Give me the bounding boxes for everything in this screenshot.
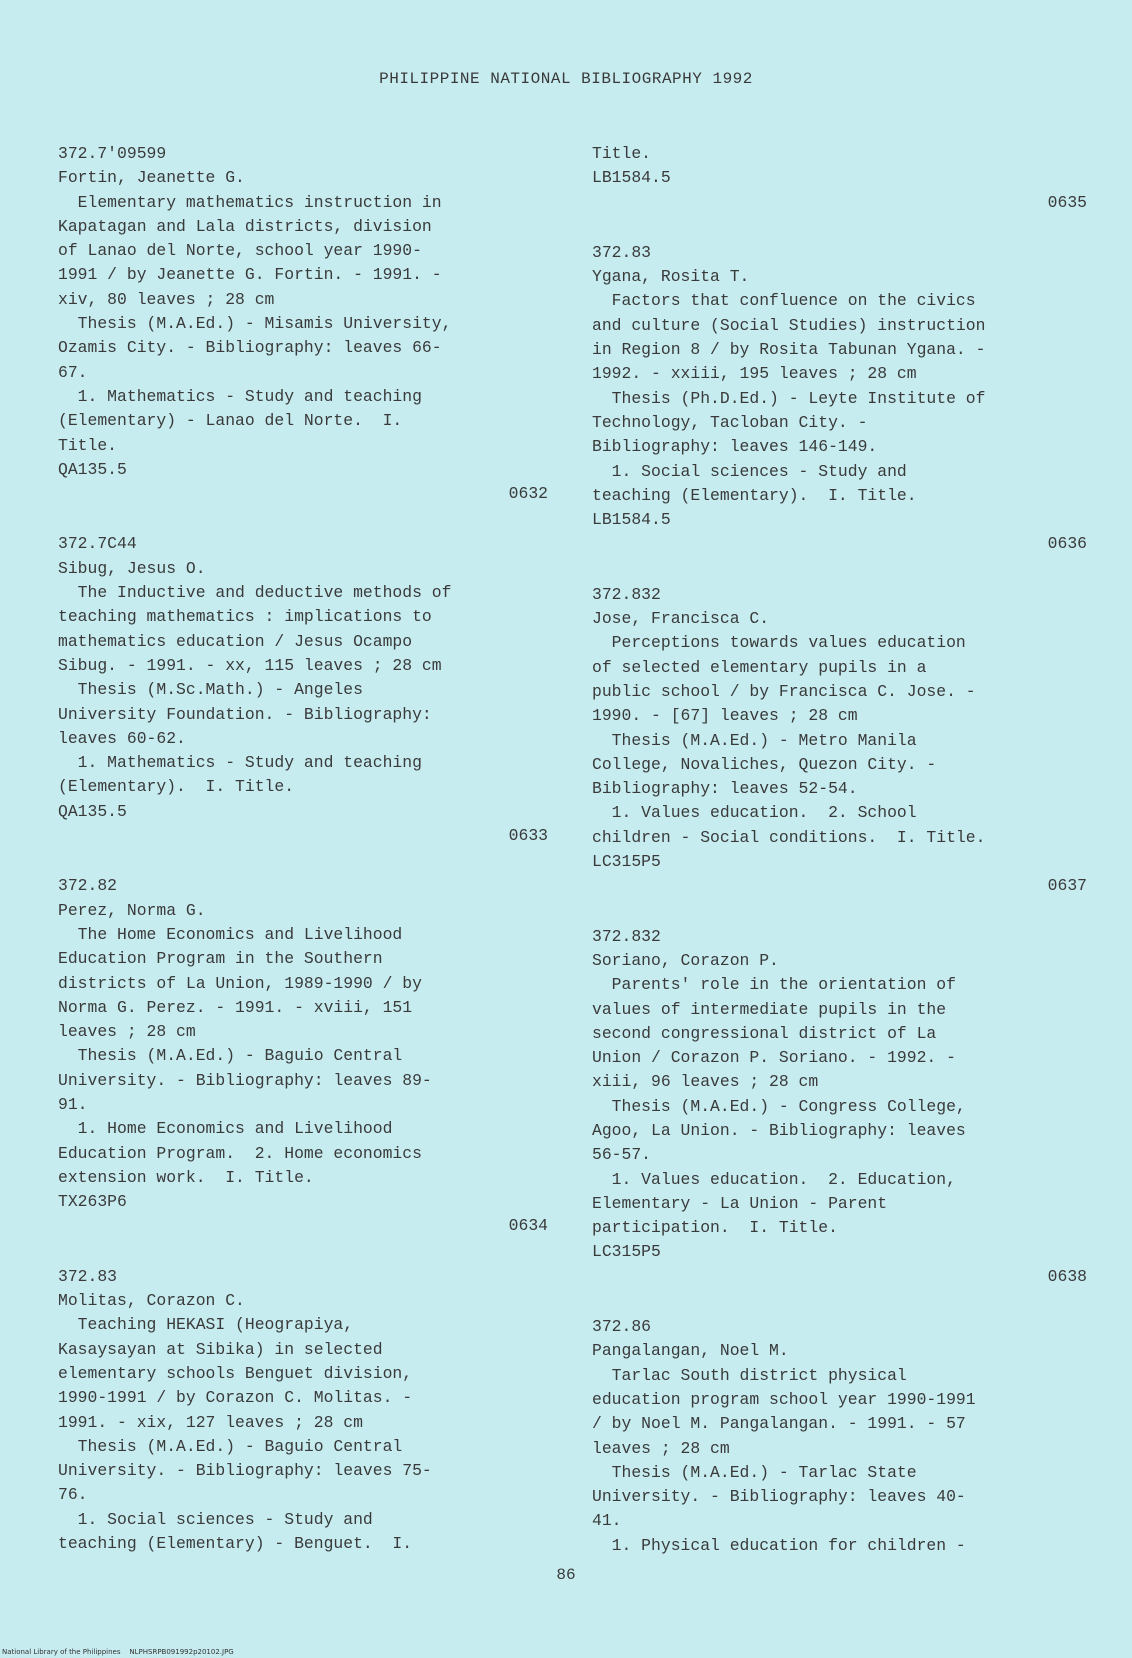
entry-line: Perceptions towards values education	[592, 633, 966, 653]
entry-line: University Foundation. - Bibliography:	[58, 704, 432, 724]
entry-line: Elementary mathematics instruction in	[58, 192, 442, 212]
entry-line: Kapatagan and Lala districts, division	[58, 216, 432, 236]
entry-line: LB1584.5	[592, 510, 671, 530]
entry-line: 67.	[58, 362, 88, 382]
entry-line: extension work. I. Title.	[58, 1167, 314, 1187]
entry-line: Factors that confluence on the civics	[592, 291, 976, 311]
entry-line: TX263P6	[58, 1192, 127, 1212]
entry-line: 76.	[58, 1485, 88, 1505]
entry-line: 91.	[58, 1094, 88, 1114]
entry-line: 1990. - [67] leaves ; 28 cm	[592, 706, 858, 726]
entry-line: Bibliography: leaves 146-149.	[592, 437, 878, 457]
entry-line: Agoo, La Union. - Bibliography: leaves	[592, 1120, 966, 1140]
entry-line: elementary schools Benguet division,	[58, 1363, 413, 1383]
entry-line: 372.86	[592, 1317, 652, 1337]
entry-line: Title.	[592, 144, 652, 163]
entry-line: second congressional district of La	[592, 1023, 937, 1043]
entry-line: Soriano, Corazon P.	[592, 950, 779, 970]
entry-line: Ozamis City. - Bibliography: leaves 66-	[58, 338, 442, 358]
entry-number: 0637	[1047, 876, 1087, 896]
entry-line: Bibliography: leaves 52-54.	[592, 779, 858, 799]
entry-line: 1992. - xxiii, 195 leaves ; 28 cm	[592, 364, 917, 384]
entry-line: participation. I. Title.	[592, 1218, 838, 1238]
entry-line: 56-57.	[592, 1145, 652, 1165]
entry-line: teaching (Elementary) - Benguet. I.	[58, 1534, 413, 1554]
entry-line: Teaching HEKASI (Heograpiya,	[58, 1315, 354, 1335]
entry-line: teaching mathematics : implications to	[58, 607, 432, 627]
entry-line: 41.	[592, 1511, 622, 1531]
entry-line: public school / by Francisca C. Jose. -	[592, 681, 976, 701]
entry-line: 372.83	[592, 242, 652, 262]
bibliography-entry	[58, 142, 548, 506]
bibliography-entry	[58, 1265, 548, 1557]
entry-number: 0638	[1047, 1266, 1087, 1286]
entry-number: 0633	[508, 826, 548, 846]
bibliography-entry	[58, 532, 548, 848]
entry-line: and culture (Social Studies) instruction	[592, 315, 986, 335]
entry-line: The Home Economics and Livelihood	[58, 924, 403, 944]
entry-line: Ygana, Rosita T.	[592, 267, 750, 287]
entry-line: Jose, Francisca C.	[592, 609, 770, 629]
entry-line: Union / Corazon P. Soriano. - 1992. -	[592, 1048, 956, 1068]
bibliography-entry	[592, 583, 1087, 899]
left-column	[58, 142, 548, 1582]
entry-line: Pangalangan, Noel M.	[592, 1341, 789, 1361]
entry-line: LB1584.5	[592, 168, 671, 188]
entry-line: Kasaysayan at Sibika) in selected	[58, 1339, 383, 1359]
scan-footer: National Library of the Philippines NLPHSRPB091992p20102.JPG	[2, 1648, 234, 1656]
entry-line: Thesis (M.A.Ed.) - Misamis University,	[58, 314, 452, 334]
entry-line: Tarlac South district physical	[592, 1365, 907, 1385]
entry-line: Title.	[58, 435, 118, 455]
entry-line: Fortin, Jeanette G.	[58, 168, 245, 188]
bibliography-entry	[592, 925, 1087, 1289]
entry-line: QA135.5	[58, 801, 127, 821]
entry-line: xiv, 80 leaves ; 28 cm	[58, 289, 275, 309]
entry-line: Thesis (M.A.Ed.) - Metro Manila	[592, 730, 917, 750]
entry-line: xiii, 96 leaves ; 28 cm	[592, 1072, 819, 1092]
entry-line: QA135.5	[58, 459, 127, 479]
entry-line: Thesis (M.A.Ed.) - Baguio Central	[58, 1436, 403, 1456]
entry-line: 1. Physical education for children -	[592, 1535, 966, 1555]
entry-line: 372.83	[58, 1266, 118, 1286]
entry-line: 1. Values education. 2. Education,	[592, 1169, 956, 1189]
entry-line: Technology, Tacloban City. -	[592, 412, 868, 432]
entry-line: LC315P5	[592, 852, 661, 872]
entry-line: University. - Bibliography: leaves 40-	[592, 1487, 966, 1507]
entry-line: Parents' role in the orientation of	[592, 975, 956, 995]
page-number: 86	[556, 1566, 576, 1584]
bibliography-entry	[58, 874, 548, 1238]
entry-line: University. - Bibliography: leaves 75-	[58, 1461, 432, 1481]
entry-line: 1. Mathematics - Study and teaching	[58, 753, 422, 773]
entry-line: University. - Bibliography: leaves 89-	[58, 1070, 432, 1090]
entry-line: 1. Home Economics and Livelihood	[58, 1119, 393, 1139]
entry-line: Perez, Norma G.	[58, 900, 206, 920]
entry-line: Thesis (M.Sc.Math.) - Angeles	[58, 680, 363, 700]
right-column	[592, 142, 1087, 1584]
entry-line: values of intermediate pupils in the	[592, 999, 947, 1019]
entry-line: Molitas, Corazon C.	[58, 1291, 245, 1311]
entry-line: 1. Social sciences - Study and	[592, 461, 907, 481]
bibliography-entry	[592, 142, 1087, 215]
entry-number: 0635	[1047, 192, 1087, 212]
entry-line: 1. Mathematics - Study and teaching	[58, 386, 422, 406]
entry-line: districts of La Union, 1989-1990 / by	[58, 973, 422, 993]
entry-line: 372.82	[58, 876, 118, 896]
entry-line: Sibug. - 1991. - xx, 115 leaves ; 28 cm	[58, 655, 442, 675]
entry-line: 1990-1991 / by Corazon C. Molitas. -	[58, 1388, 413, 1408]
entry-line: in Region 8 / by Rosita Tabunan Ygana. -	[592, 340, 986, 360]
entry-line: 372.7'09599	[58, 144, 167, 163]
entry-line: Thesis (M.A.Ed.) - Tarlac State	[592, 1462, 917, 1482]
entry-line: Thesis (M.A.Ed.) - Congress College,	[592, 1096, 966, 1116]
entry-line: 1991. - xix, 127 leaves ; 28 cm	[58, 1412, 363, 1432]
entry-line: mathematics education / Jesus Ocampo	[58, 631, 413, 651]
entry-line: leaves 60-62.	[58, 728, 186, 748]
entry-number: 0636	[1047, 534, 1087, 554]
entry-line: College, Novaliches, Quezon City. -	[592, 754, 937, 774]
entry-line: 372.7C44	[58, 534, 137, 554]
entry-line: Education Program in the Southern	[58, 949, 383, 969]
entry-line: Sibug, Jesus O.	[58, 558, 206, 578]
entry-line: Thesis (Ph.D.Ed.) - Leyte Institute of	[592, 388, 986, 408]
entry-line: leaves ; 28 cm	[58, 1022, 196, 1042]
entry-line: of Lanao del Norte, school year 1990-	[58, 241, 422, 261]
entry-number: 0634	[508, 1216, 548, 1236]
entry-line: Norma G. Perez. - 1991. - xviii, 151	[58, 997, 413, 1017]
entry-line: (Elementary) - Lanao del Norte. I.	[58, 411, 403, 431]
entry-line: children - Social conditions. I. Title.	[592, 827, 986, 847]
entry-line: Elementary - La Union - Parent	[592, 1193, 888, 1213]
entry-line: 1. Values education. 2. School	[592, 803, 917, 823]
entry-line: 372.832	[592, 926, 661, 946]
entry-line: (Elementary). I. Title.	[58, 777, 295, 797]
entry-line: LC315P5	[592, 1242, 661, 1262]
entry-line: leaves ; 28 cm	[592, 1438, 730, 1458]
page-header: PHILIPPINE NATIONAL BIBLIOGRAPHY 1992	[379, 70, 753, 88]
entry-line: of selected elementary pupils in a	[592, 657, 927, 677]
entry-line: teaching (Elementary). I. Title.	[592, 485, 917, 505]
entry-line: education program school year 1990-1991	[592, 1389, 976, 1409]
bibliography-entry	[592, 241, 1087, 557]
entry-line: 1991 / by Jeanette G. Fortin. - 1991. -	[58, 265, 442, 285]
entry-number: 0632	[508, 484, 548, 504]
entry-line: Thesis (M.A.Ed.) - Baguio Central	[58, 1046, 403, 1066]
entry-line: The Inductive and deductive methods of	[58, 583, 452, 603]
bibliography-entry	[592, 1315, 1087, 1558]
entry-line: 1. Social sciences - Study and	[58, 1509, 373, 1529]
entry-line: / by Noel M. Pangalangan. - 1991. - 57	[592, 1414, 966, 1434]
entry-line: Education Program. 2. Home economics	[58, 1143, 422, 1163]
entry-line: 372.832	[592, 584, 661, 604]
